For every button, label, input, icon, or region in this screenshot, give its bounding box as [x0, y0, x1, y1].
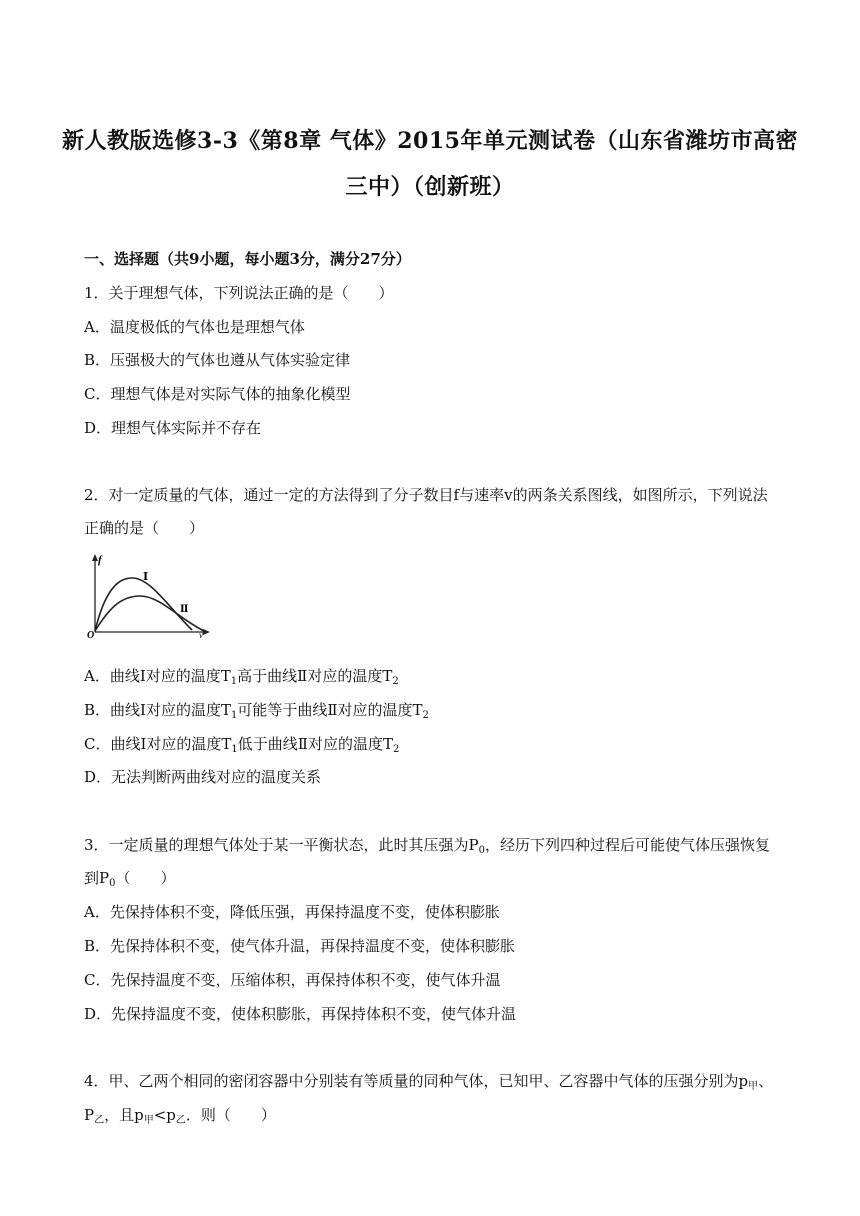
q2-option-a: A．曲线Ⅰ对应的温度$T_1$高于曲线Ⅱ对应的温度$T_2$	[84, 667, 399, 687]
q3-option-d: D．先保持温度不变，使体积膨胀，再保持体积不变，使气体升温	[84, 1005, 517, 1023]
q1-option-b: B．压强极大的气体也遵从气体实验定律	[84, 351, 351, 369]
q2-option-d: D．无法判断两曲线对应的温度关系	[84, 768, 322, 786]
q4-stem-line-1: 4．甲、乙两个相同的密闭容器中分别装有等质量的同种气体，已知甲、乙容器中气体的压强分别为$p_甲$、	[84, 1072, 774, 1092]
q2-stem-line-2: 正确的是（ ）	[84, 519, 205, 537]
curve-two-label: Ⅱ	[180, 604, 189, 615]
q1-option-d: D．理想气体实际并不存在	[84, 419, 262, 437]
q1-option-c: C．理想气体是对实际气体的抽象化模型	[84, 385, 351, 403]
q3-option-b: B．先保持体积不变，使气体升温，再保持温度不变，使体积膨胀	[84, 937, 516, 955]
q2-stem-line-1: 2．对一定质量的气体，通过一定的方法得到了分子数目f与速率v的两条关系图线，如图所示，下列说法	[84, 486, 768, 504]
distribution-figure	[86, 552, 210, 638]
document-title-line-1: 新人教版选修3-3《第8章 气体》2015年单元测试卷（山东省潍坊市高密	[62, 128, 798, 154]
q2-option-c: C．曲线Ⅰ对应的温度$T_1$低于曲线Ⅱ对应的温度$T_2$	[84, 735, 400, 755]
axis-f-label: f	[98, 554, 102, 566]
q3-option-c: C．先保持温度不变，压缩体积，再保持体积不变，使气体升温	[84, 971, 501, 989]
curve-one	[95, 578, 192, 631]
q1-stem: 1．关于理想气体，下列说法正确的是（ ）	[84, 284, 394, 302]
q2-option-b: B．曲线Ⅰ对应的温度$T_1$可能等于曲线Ⅱ对应的温度$T_2$	[84, 701, 429, 721]
document-title-line-2: 三中）（创新班）	[345, 174, 515, 200]
q3-option-a: A．先保持体积不变，降低压强，再保持温度不变，使体积膨胀	[84, 903, 500, 921]
section-heading: 一、选择题（共9小题，每小题3分，满分27分）	[84, 250, 411, 268]
axis-v-label: v	[199, 630, 203, 638]
origin-label: O	[87, 630, 95, 638]
q3-stem-line-2: 到$P_0$（ ）	[84, 869, 176, 889]
q1-option-a: A．温度极低的气体也是理想气体	[84, 318, 305, 336]
curve-one-label: Ⅰ	[143, 570, 149, 583]
q4-stem-line-2: $P_乙$，且$p_甲<p_乙$．则（ ）	[84, 1106, 276, 1126]
q3-stem-line-1: 3．一定质量的理想气体处于某一平衡状态，此时其压强为$P_0$，经历下列四种过程后可能使气体压强恢复	[84, 836, 771, 856]
